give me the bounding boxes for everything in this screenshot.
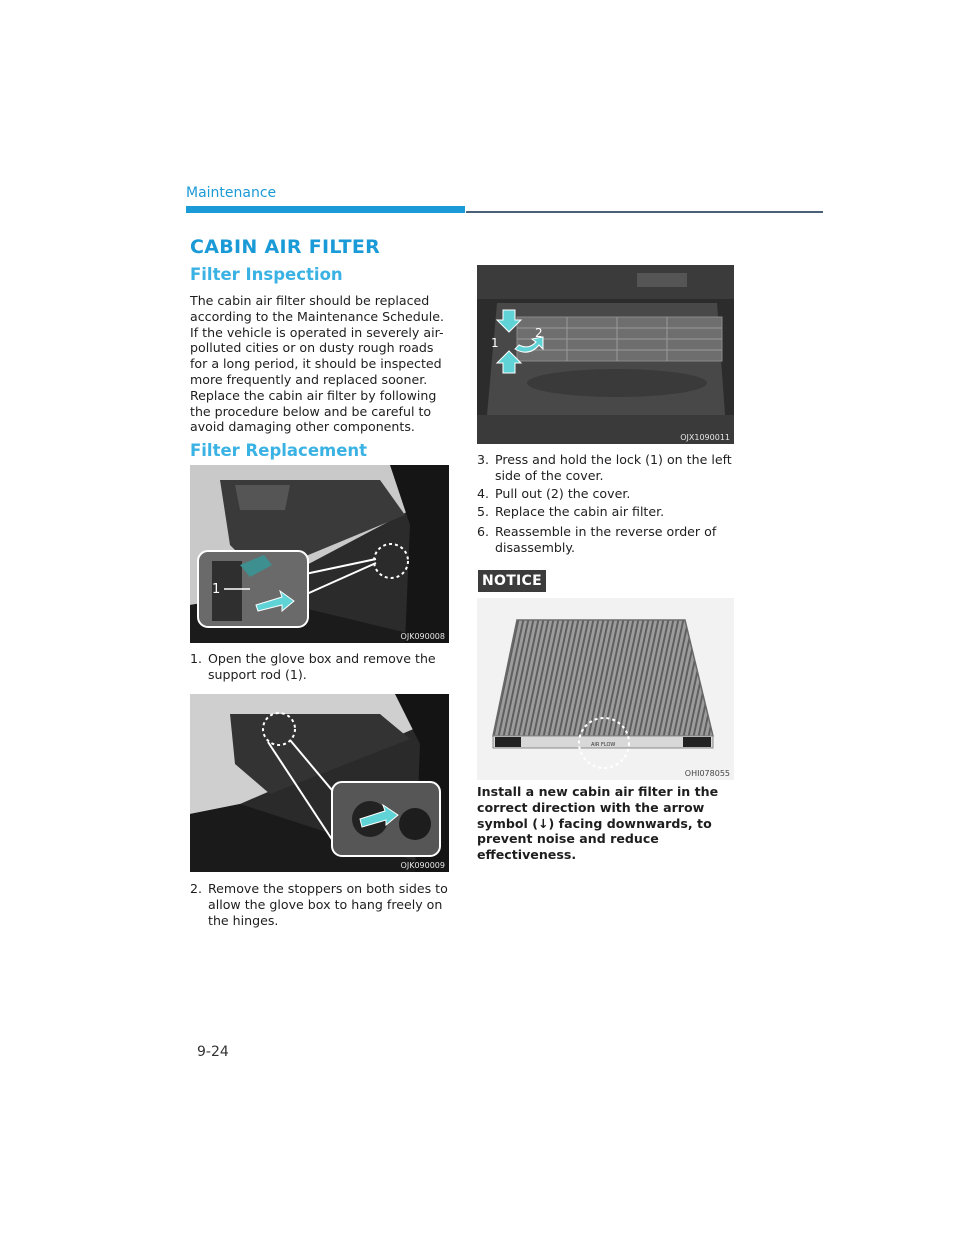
image-code: OJK090008 <box>400 632 445 641</box>
callout-1: 1 <box>212 582 221 597</box>
callout-1: 1 <box>491 336 499 350</box>
page-title: CABIN AIR FILTER <box>190 236 381 258</box>
section-label: Maintenance <box>186 185 277 201</box>
step-5 <box>477 504 737 520</box>
step-6 <box>477 524 737 556</box>
page-number: 9-24 <box>197 1044 229 1060</box>
header-bar-accent <box>186 206 465 213</box>
step-number: 3. <box>477 452 490 467</box>
step-2 <box>190 881 452 928</box>
image-code: OJK090009 <box>400 861 445 870</box>
step-number: 2. <box>190 881 203 896</box>
step-number: 5. <box>477 504 490 519</box>
step-text: Press and hold the lock (1) on the left side of the cover. <box>495 452 732 483</box>
callout-2: 2 <box>535 326 543 340</box>
inspection-text: The cabin air filter should be replaced according to the Maintenance Schedule. If the vehicle is operated in severely air-polluted cities or on dusty rough roads for a long period, it should be inspected more frequently and replaced sooner. Replace the cabin air filter by following the procedure below and be careful to avoid damaging other components. <box>190 293 444 435</box>
inspection-heading: Filter Inspection <box>190 265 343 284</box>
step-4 <box>477 486 737 502</box>
step-1 <box>190 651 452 683</box>
step-number: 6. <box>477 524 490 539</box>
step-text: Reassemble in the reverse order of disassembly. <box>495 524 717 555</box>
glovebox-support-rod-image <box>190 465 449 643</box>
step-text: Replace the cabin air filter. <box>495 504 665 519</box>
notice-label: NOTICE <box>478 570 546 592</box>
cabin-filter-image <box>477 598 734 780</box>
filter-cover-image <box>477 265 734 444</box>
step-number: 4. <box>477 486 490 501</box>
step-3 <box>477 452 737 484</box>
step-text: Pull out (2) the cover. <box>495 486 631 501</box>
image-code: OHI078055 <box>684 769 730 778</box>
step-number: 1. <box>190 651 203 666</box>
replacement-heading: Filter Replacement <box>190 441 368 460</box>
air-flow-label: AIR FLOW <box>591 742 616 748</box>
step-text: Remove the stoppers on both sides to allow the glove box to hang freely on the hinges. <box>208 881 448 928</box>
header-bar-rule <box>466 211 823 213</box>
notice-text: Install a new cabin air filter in the correct direction with the arrow symbol (↓) facing downwards, to prevent noise and reduce effectiveness. <box>477 784 719 863</box>
step-text: Open the glove box and remove the support rod (1). <box>208 651 436 682</box>
image-code: OJX1090011 <box>680 433 730 442</box>
glovebox-stoppers-image <box>190 694 449 872</box>
